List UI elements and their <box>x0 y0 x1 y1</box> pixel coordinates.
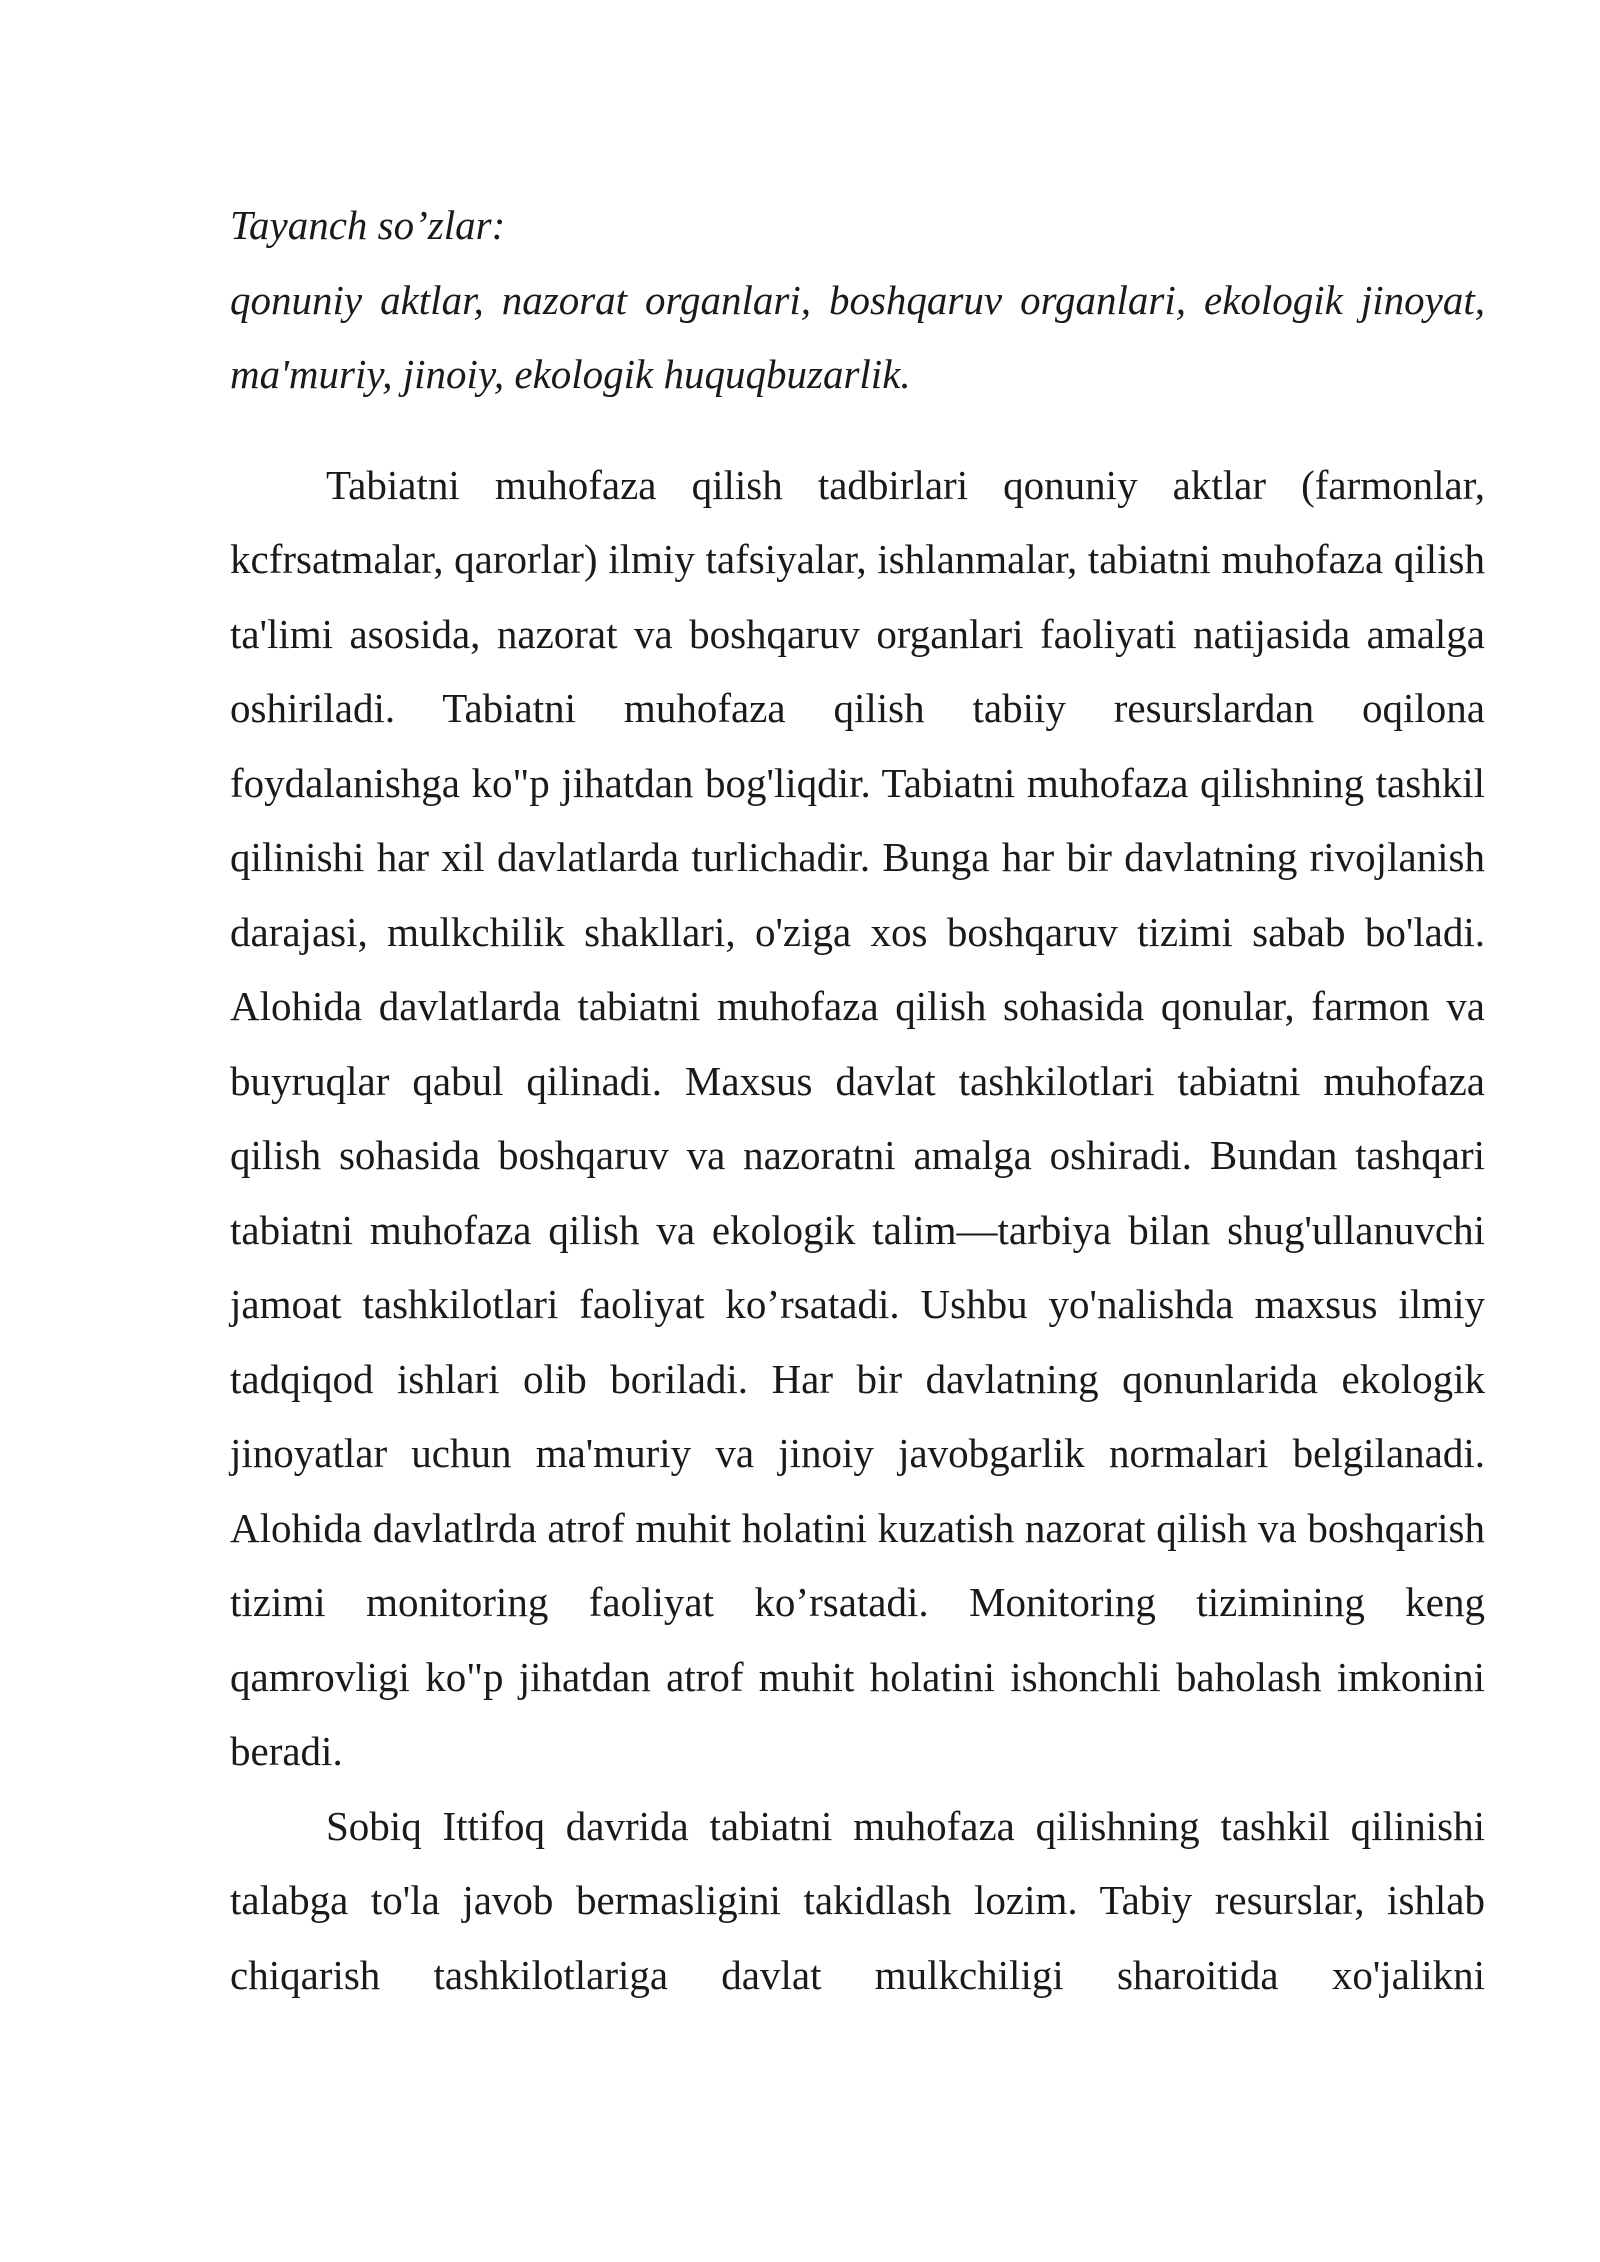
keywords-heading: Tayanch so’zlar: <box>230 202 506 248</box>
document-body <box>230 188 1485 2012</box>
paragraph-2: Sobiq Ittifoq davrida tabiatni muhofaza qilishning tashkil qilinishi talabga to'la javob bermasligini takidlash lozim. Tabiy resurslar, ishlab chiqarish tashkilotlariga davlat mulkchiligi sharoitida xo'jalikni <box>230 1802 1485 1998</box>
paragraph-1: Tabiatni muhofaza qilish tadbirlari qonuniy aktlar (farmonlar, kcfrsatmalar, qarorlar) ilmiy tafsiyalar, ishlanmalar, tabiatni muhofaza qilish ta'limi asosida, nazorat va boshqaruv organlari faoliyati natijasida amalga oshiriladi. Tabiatni muhofaza qilish tabiiy resurslardan oqilona foydalanishga ko"p jihatdan bog'liqdir. Tabiatni muhofaza qilishning tashkil qilinishi har xil davlatlarda turlichadir. Bunga har bir davlatning rivojlanish darajasi, mulkchilik shakllari, o'ziga xos boshqaruv tizimi sabab bo'ladi. Alohida davlatlarda tabiatni muhofaza qilish sohasida qonular, farmon va buyruqlar qabul qilinadi. Maxsus davlat tashkilotlari tabiatni muhofaza qilish sohasida boshqaruv va nazoratni amalga oshiradi. Bundan tashqari tabiatni muhofaza qilish va ekologik talim—tarbiya bilan shug'ullanuvchi jamoat tashkilotlari faoliyat ko’rsatadi. Ushbu yo'nalishda maxsus ilmiy tadqiqod ishlari olib boriladi. Har bir davlatning qonunlarida ekologik jinoyatlar uchun ma'muriy va jinoiy javobgarlik normalari belgilanadi. Alohida davlatlrda atrof muhit holatini kuzatish nazorat qilish va boshqarish tizimi monitoring faoliyat ko’rsatadi. Monitoring tizimining keng qamrovligi ko"p jihatdan atrof muhit holatini ishonchli baholash imkonini beradi. <box>230 461 1485 1774</box>
keywords-list: qonuniy aktlar, nazorat organlari, boshqaruv organlari, ekologik jinoyat, ma'muriy, jinoiy, ekologik huquqbuzarlik. <box>230 276 1485 397</box>
